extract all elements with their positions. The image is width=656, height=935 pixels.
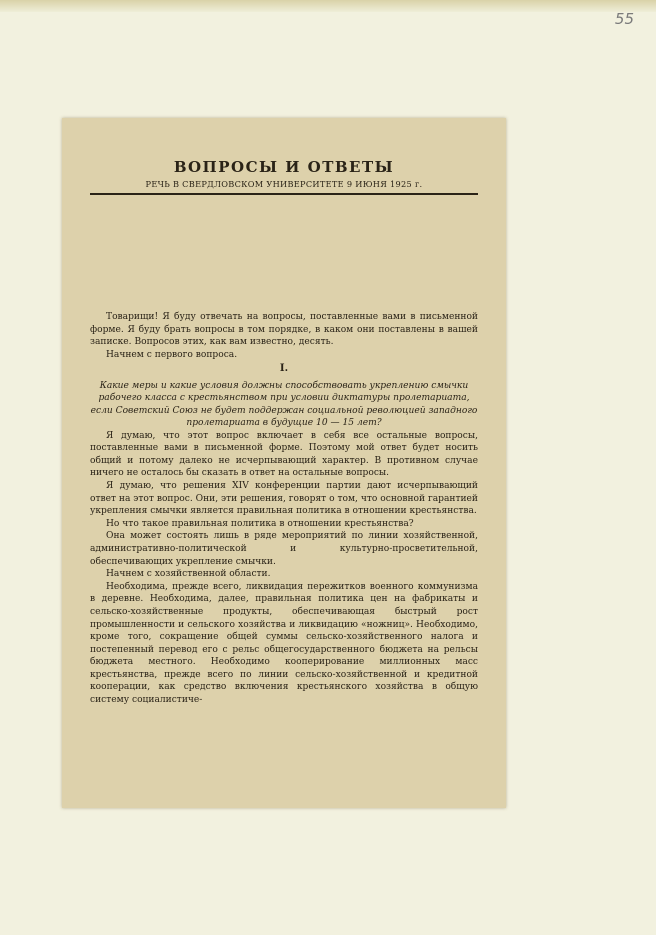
section-number: I. bbox=[279, 363, 289, 375]
document-title: ВОПРОСЫ И ОТВЕТЫ bbox=[173, 158, 395, 176]
answer-paragraph: Я думаю, что этот вопрос включает в себя все остальные вопросы, поставленные вами в письменной форме. Поэтому мой ответ будет носить общий и потому далеко не исчерпывающий характер. В противном случае ничего не осталось бы сказать в ответ на остальные вопросы. bbox=[90, 430, 478, 479]
title-rule bbox=[90, 193, 478, 195]
answer-paragraph: Необходима, прежде всего, ликвидация пережитков военного коммунизма в деревне. Необходима, далее, правильная политика цен на фабрикаты и сельско-хозяйственные продукты, обеспечивающая быстрый рост промышленности и сельского хозяйства и ликвидацию «ножниц». Необходимо, кроме того, сокращение общей суммы сельско-хозяйственного налога и постепенный перевод его с рельс общегосударственного бюджета на рельсы бюджета местного. Необходимо кооперирование миллионных масс крестьянства, прежде всего по линии сельско-хозяйственной и кредитной кооперации, как средство включения крестьянского хозяйства в общую систему социалистиче- bbox=[90, 581, 478, 706]
intro-paragraph: Товарищи! Я буду отвечать на вопросы, поставленные вами в письменной форме. Я буду брать вопросы в том порядке, в каком они поставлены в вашей записке. Вопросов этих, как вам известно, десять. bbox=[90, 312, 478, 348]
answer-paragraph: Я думаю, что решения XIV конференции партии дают исчерпывающий ответ на этот вопрос. Они, эти решения, говорят о том, что основной гарантией укрепления смычки является правильная политика в отношении крестьянства. bbox=[90, 480, 478, 517]
answer-paragraph: Начнем с хозяйственной области. bbox=[106, 569, 271, 580]
answer-paragraph: Но что такое правильная политика в отношении крестьянства? bbox=[106, 518, 414, 529]
answer-paragraph: Она может состоять лишь в ряде мероприятий по линии хозяйственной, административно-политической и культурно-просветительной, обеспечивающих укрепление смычки. bbox=[90, 531, 478, 567]
page-number: 55 bbox=[614, 10, 634, 28]
intro-paragraph: Начнем с первого вопроса. bbox=[106, 349, 238, 360]
document-body bbox=[90, 311, 478, 707]
document-sheet bbox=[62, 118, 506, 808]
mount-edge bbox=[0, 0, 656, 12]
section-question: Какие меры и какие условия должны способствовать укреплению смычки рабочего класса с крестьянством при условии диктатуры пролетариата, если Советский Союз не будет поддержан социальной революцией западного пролетариата в будущие 10 — 15 лет? bbox=[90, 380, 478, 429]
document-subtitle: РЕЧЬ В СВЕРДЛОВСКОМ УНИВЕРСИТЕТЕ 9 ИЮНЯ 1925 г. bbox=[145, 179, 423, 189]
